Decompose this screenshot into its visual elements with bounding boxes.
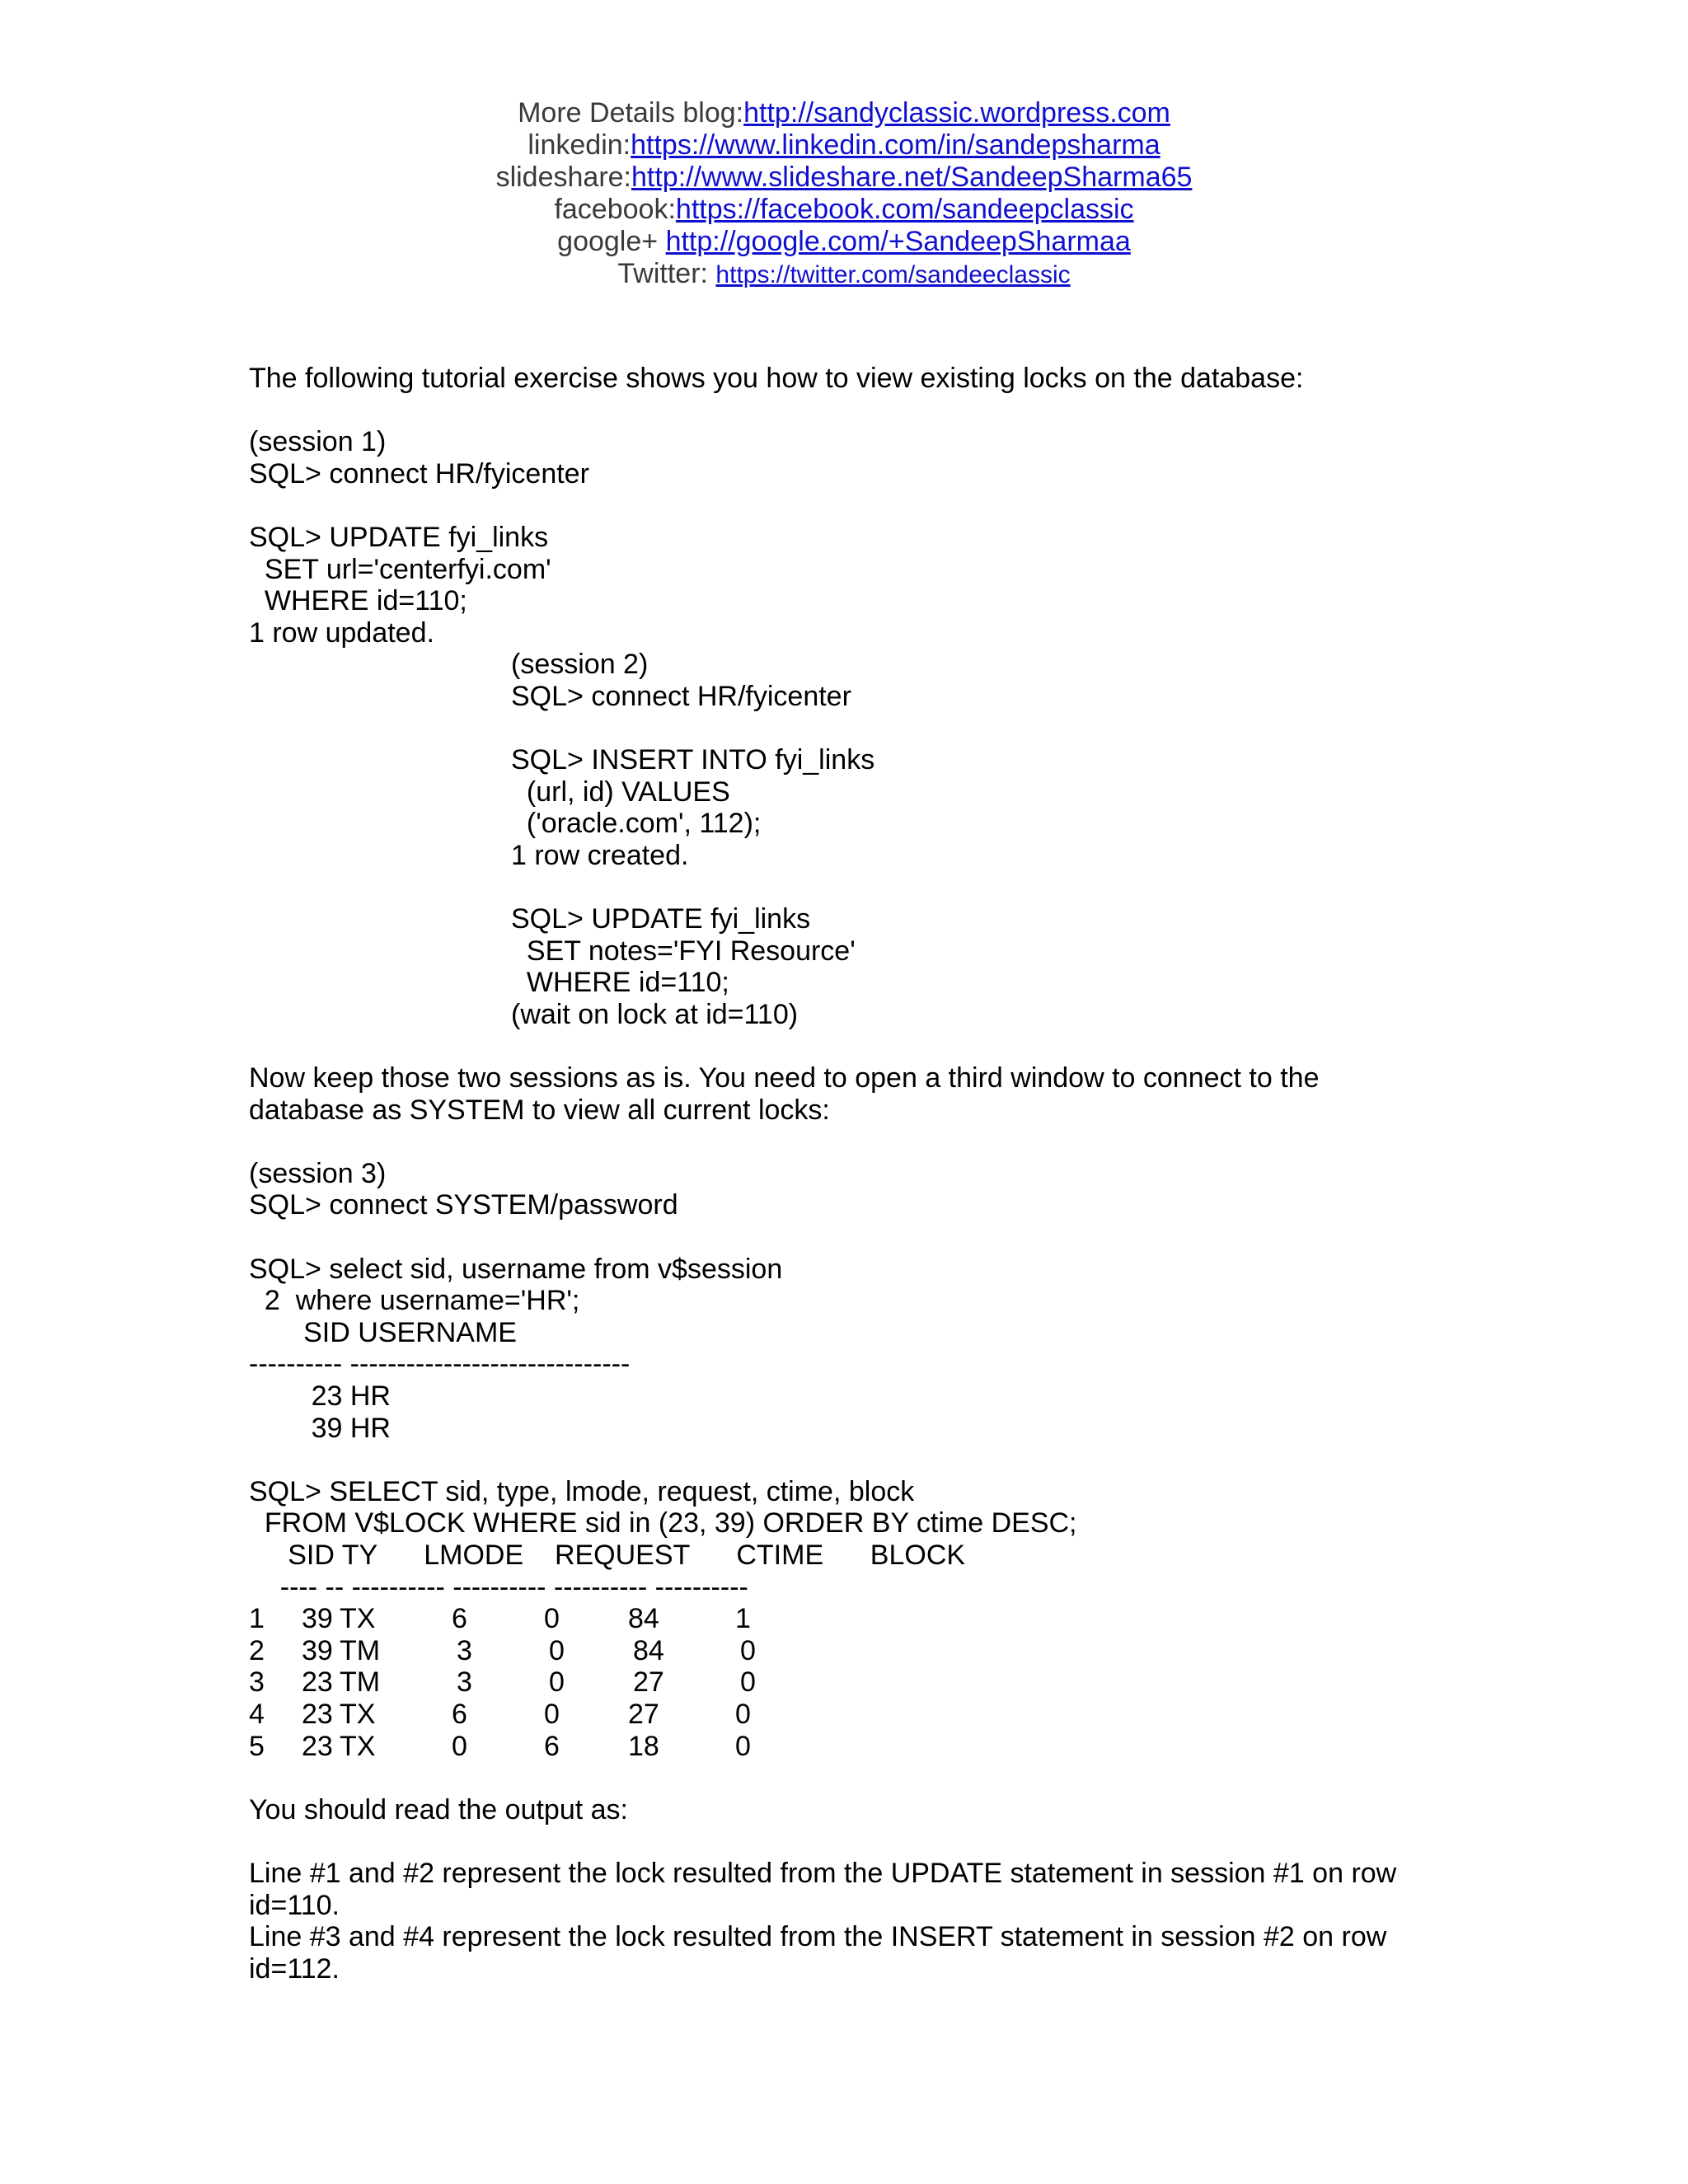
ctime-cell: 84 xyxy=(633,1634,664,1666)
ctime-cell: 27 xyxy=(628,1698,659,1730)
session3-line: SID USERNAME xyxy=(249,1316,517,1348)
contact-slideshare xyxy=(0,162,1688,194)
ctime-cell: 84 xyxy=(628,1603,659,1635)
sid-cell: 23 xyxy=(302,1698,333,1730)
session1-block xyxy=(249,426,1436,649)
session2-line: (wait on lock at id=110) xyxy=(511,998,799,1030)
row-number: 4 xyxy=(249,1698,265,1730)
request-cell: 0 xyxy=(544,1603,560,1635)
session1-line: SET url='centerfyi.com' xyxy=(249,553,551,585)
sid-cell: 23 xyxy=(302,1666,333,1699)
blog-link[interactable]: http://sandyclassic.wordpress.com xyxy=(743,97,1170,129)
session3-line: SQL> connect SYSTEM/password xyxy=(249,1189,678,1221)
session2-line: (session 2) xyxy=(511,649,649,681)
sid-cell: 23 xyxy=(302,1730,333,1762)
intro-paragraph: The following tutorial exercise shows you how to view existing locks on the database: xyxy=(249,363,1304,394)
session1-line: SQL> UPDATE fyi_links xyxy=(249,521,549,553)
session2-line: (url, id) VALUES xyxy=(511,776,730,808)
lock-row xyxy=(249,1635,1436,1667)
contact-label: Twitter: xyxy=(617,258,716,289)
read-output-heading: You should read the output as: xyxy=(249,1793,628,1825)
ty-cell: TM xyxy=(340,1666,381,1699)
contact-links xyxy=(0,97,1688,291)
contact-linkedin xyxy=(0,129,1688,162)
request-cell: 0 xyxy=(549,1666,565,1699)
lmode-cell: 6 xyxy=(452,1603,467,1635)
session2-line xyxy=(511,713,1436,745)
session3-line: 23 HR xyxy=(249,1380,391,1412)
contact-label: google+ xyxy=(557,226,666,257)
session3-line: SQL> select sid, username from v$session xyxy=(249,1253,783,1285)
contact-label: slideshare: xyxy=(495,162,631,193)
contact-label: linkedin: xyxy=(528,129,631,161)
twitter-link[interactable]: https://twitter.com/sandeeclassic xyxy=(715,261,1071,288)
spacer xyxy=(249,1126,1436,1158)
ty-cell: TM xyxy=(340,1634,381,1666)
lmode-cell: 6 xyxy=(452,1698,467,1730)
session3-line: FROM V$LOCK WHERE sid in (23, 39) ORDER BY ctime DESC; xyxy=(249,1507,1077,1540)
lock-row xyxy=(249,1603,1436,1635)
spacer xyxy=(249,1762,1436,1794)
slideshare-link[interactable]: http://www.slideshare.net/SandeepSharma65 xyxy=(631,162,1193,193)
lmode-cell: 0 xyxy=(452,1730,467,1762)
block-cell: 0 xyxy=(735,1730,751,1762)
session3-line: SID TY LMODE REQUEST CTIME BLOCK xyxy=(249,1539,966,1571)
session3-line xyxy=(249,1221,1436,1254)
session1-line: WHERE id=110; xyxy=(249,585,467,617)
session3-line: (session 3) xyxy=(249,1157,387,1189)
block-cell: 0 xyxy=(740,1666,756,1699)
row-number: 3 xyxy=(249,1666,265,1699)
request-cell: 6 xyxy=(544,1730,560,1762)
session2-line: SQL> UPDATE fyi_links xyxy=(511,903,811,935)
lock-row xyxy=(249,1699,1436,1731)
session2-line: WHERE id=110; xyxy=(511,967,729,999)
session2-line: 1 row created. xyxy=(511,839,689,871)
ctime-cell: 18 xyxy=(628,1730,659,1762)
request-cell: 0 xyxy=(544,1698,560,1730)
session1-line xyxy=(249,490,1436,522)
ctime-cell: 27 xyxy=(633,1666,664,1699)
session2-line: ('oracle.com', 112); xyxy=(511,808,762,840)
session3-line xyxy=(249,1444,1436,1476)
ty-cell: TX xyxy=(340,1603,376,1635)
session3-block xyxy=(249,1158,1436,1603)
contact-blog xyxy=(0,97,1688,129)
google-link[interactable]: http://google.com/+SandeepSharmaa xyxy=(665,226,1131,257)
session2-line: SQL> connect HR/fyicenter xyxy=(511,680,851,712)
session3-line: ---------- ------------------------------ xyxy=(249,1348,631,1380)
third-window-paragraph: Now keep those two sessions as is. You need to open a third window to connect to the database as SYSTEM to view all current locks: xyxy=(249,1062,1320,1126)
spacer xyxy=(249,1030,1436,1062)
lmode-cell: 3 xyxy=(457,1634,472,1666)
session3-line: 39 HR xyxy=(249,1412,391,1444)
spacer xyxy=(249,395,1436,427)
lmode-cell: 3 xyxy=(457,1666,472,1699)
contact-facebook xyxy=(0,194,1688,226)
session2-block xyxy=(249,649,1436,1030)
session1-line: (session 1) xyxy=(249,426,387,458)
session2-line: SQL> INSERT INTO fyi_links xyxy=(511,744,875,776)
session1-line: 1 row updated. xyxy=(249,616,434,649)
contact-label: facebook: xyxy=(554,194,676,225)
row-number: 1 xyxy=(249,1603,265,1635)
lock-output-table xyxy=(249,1603,1436,1762)
session1-line: SQL> connect HR/fyicenter xyxy=(249,457,589,490)
contact-label: More Details blog: xyxy=(518,97,744,129)
linkedin-link[interactable]: https://www.linkedin.com/in/sandepsharma xyxy=(631,129,1160,161)
session2-line: SET notes='FYI Resource' xyxy=(511,935,856,967)
row-number: 5 xyxy=(249,1730,265,1762)
spacer xyxy=(249,1825,1436,1858)
ty-cell: TX xyxy=(340,1698,376,1730)
contact-google xyxy=(0,226,1688,258)
block-cell: 1 xyxy=(735,1603,751,1635)
explanation-line-1: Line #1 and #2 represent the lock resulted from the UPDATE statement in session #1 on row id=110. xyxy=(249,1857,1397,1921)
block-cell: 0 xyxy=(740,1634,756,1666)
contact-twitter xyxy=(0,258,1688,291)
lock-row xyxy=(249,1666,1436,1699)
facebook-link[interactable]: https://facebook.com/sandeepclassic xyxy=(675,194,1134,225)
session2-line xyxy=(511,872,1436,904)
session3-line: 2 where username='HR'; xyxy=(249,1285,580,1317)
session3-line: SQL> SELECT sid, type, lmode, request, ctime, block xyxy=(249,1475,915,1507)
request-cell: 0 xyxy=(549,1634,565,1666)
tutorial-body xyxy=(249,363,1436,1985)
sid-cell: 39 xyxy=(302,1603,333,1635)
explanation-line-2: Line #3 and #4 represent the lock resulted from the INSERT statement in session #2 on row id=112. xyxy=(249,1921,1387,1985)
session3-line: ---- -- ---------- ---------- ---------- ---------- xyxy=(249,1571,748,1603)
ty-cell: TX xyxy=(340,1730,376,1762)
lock-row xyxy=(249,1731,1436,1763)
block-cell: 0 xyxy=(735,1698,751,1730)
sid-cell: 39 xyxy=(302,1634,333,1666)
row-number: 2 xyxy=(249,1634,265,1666)
